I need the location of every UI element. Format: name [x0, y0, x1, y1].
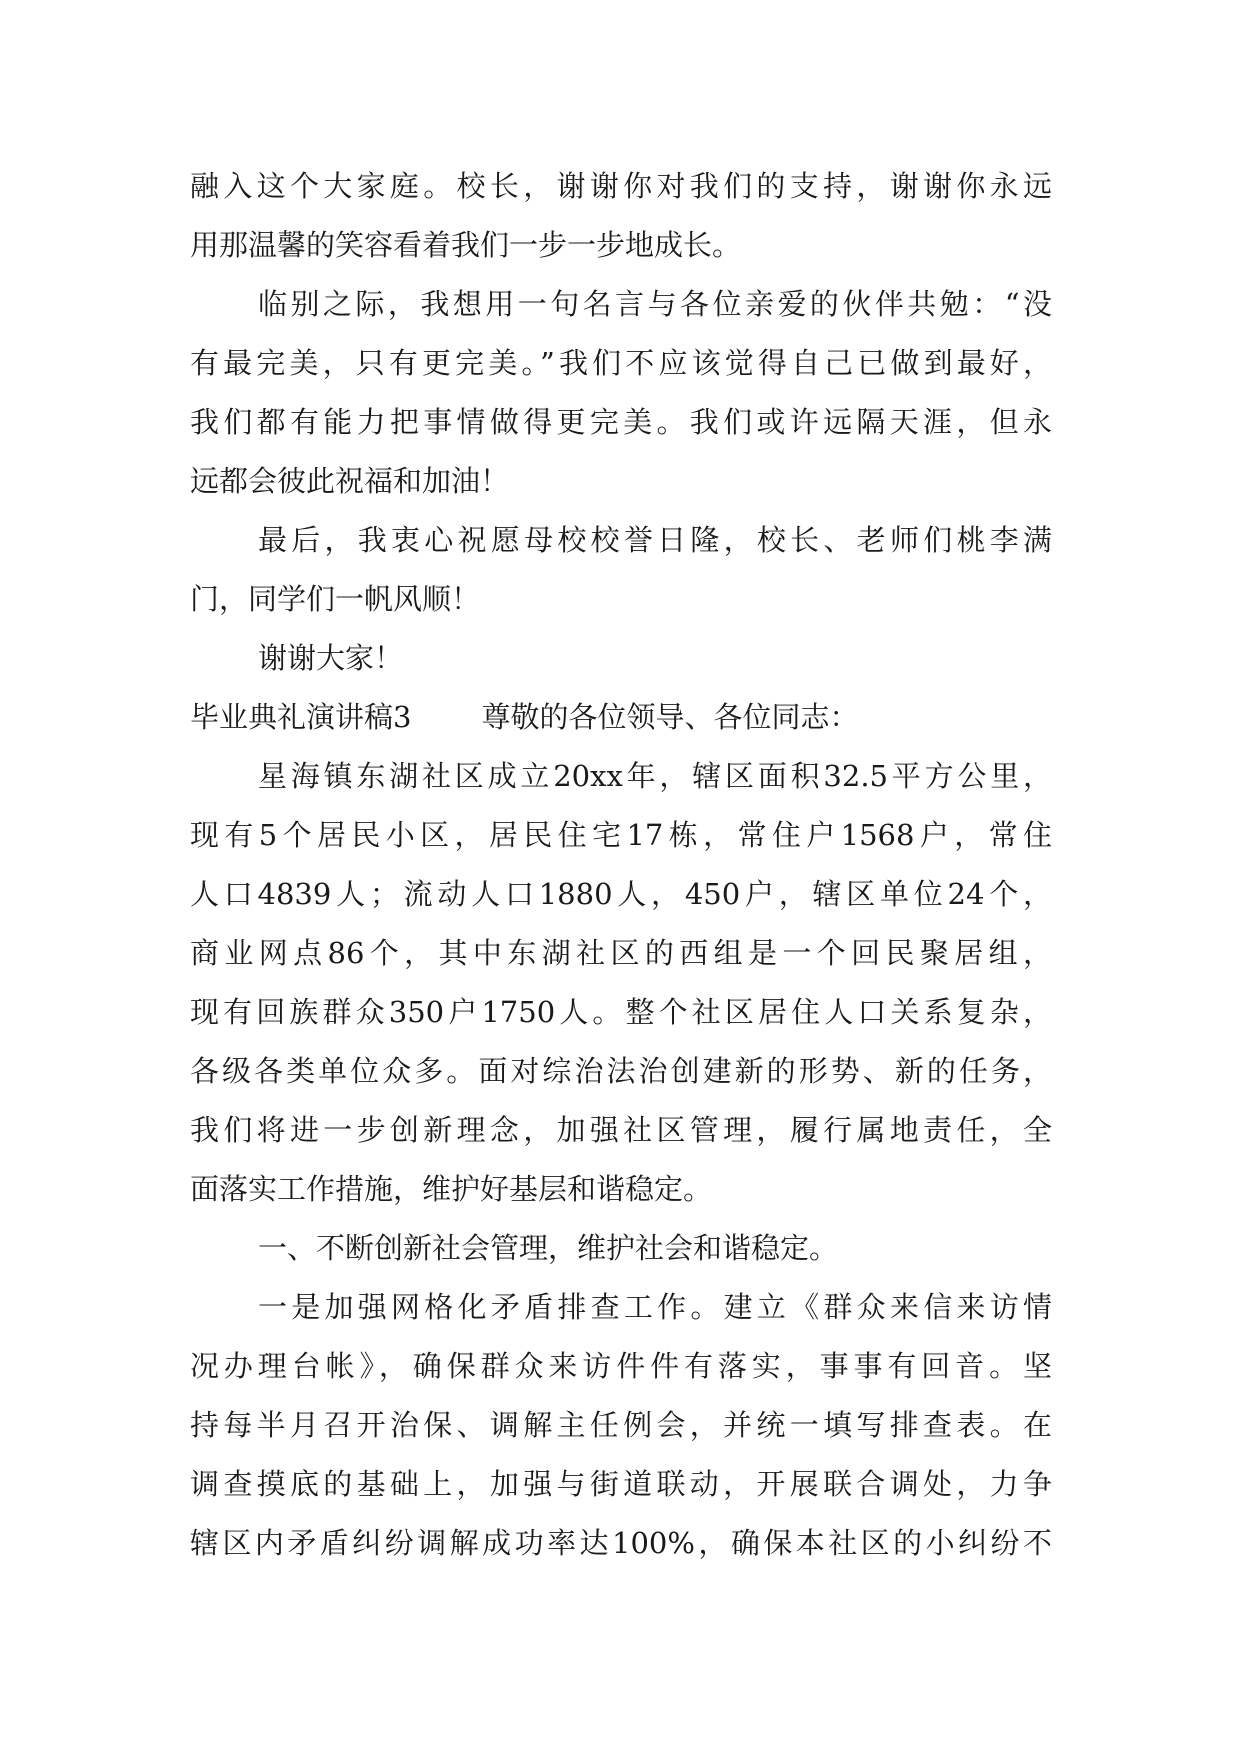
paragraph-line: 星海镇东湖社区成立20xx年，辖区面积32.5平方公里， — [258, 759, 1052, 793]
paragraph-line: 我们都有能力把事情做得更完美。我们或许远隔天涯，但永 — [190, 405, 1052, 439]
section-heading — [190, 688, 1052, 747]
paragraph-line: 一是加强网格化矛盾排查工作。建立《群众来信来访情 — [258, 1290, 1052, 1324]
paragraph-line: 现有5个居民小区，居民住宅17栋，常住户1568户，常住 — [190, 818, 1052, 852]
heading-title: 毕业典礼演讲稿3 — [190, 700, 412, 734]
document-body — [190, 157, 1052, 1573]
paragraph-line: 商业网点86个，其中东湖社区的西组是一个回民聚居组， — [190, 936, 1052, 970]
paragraph-line: 谢谢大家！ — [258, 641, 404, 675]
paragraph-line: 持每半月召开治保、调解主任例会，并统一填写排查表。在 — [190, 1408, 1052, 1442]
paragraph-line: 融入这个大家庭。校长，谢谢你对我们的支持，谢谢你永远 — [190, 169, 1052, 203]
paragraph-line: 各级各类单位众多。面对综治法治创建新的形势、新的任务， — [190, 1054, 1052, 1088]
paragraph-line: 用那温馨的笑容看着我们一步一步地成长。 — [190, 228, 742, 262]
paragraph-line: 人口4839人；流动人口1880人，450户，辖区单位24个， — [190, 877, 1052, 911]
paragraph-line: 远都会彼此祝福和加油！ — [190, 464, 510, 498]
paragraph-line: 况办理台帐》，确保群众来访件件有落实，事事有回音。坚 — [190, 1349, 1052, 1383]
paragraph-line: 面落实工作措施，维护好基层和谐稳定。 — [190, 1172, 713, 1206]
paragraph-line: 调查摸底的基础上，加强与街道联动，开展联合调处，力争 — [190, 1467, 1052, 1501]
heading-salutation: 尊敬的各位领导、各位同志： — [481, 700, 859, 734]
paragraph-line: 我们将进一步创新理念，加强社区管理，履行属地责任，全 — [190, 1113, 1052, 1147]
paragraph-line: 有最完美，只有更完美。”我们不应该觉得自己已做到最好， — [190, 346, 1052, 380]
paragraph-line: 最后，我衷心祝愿母校校誉日隆，校长、老师们桃李满 — [258, 523, 1052, 557]
paragraph-line: 临别之际，我想用一句名言与各位亲爱的伙伴共勉：“没 — [258, 287, 1052, 321]
paragraph-line: 门，同学们一帆风顺！ — [190, 582, 481, 616]
paragraph-line: 辖区内矛盾纠纷调解成功率达100%，确保本社区的小纠纷不 — [190, 1526, 1052, 1560]
paragraph-line: 一、不断创新社会管理，维护社会和谐稳定。 — [258, 1231, 839, 1265]
paragraph-line: 现有回族群众350户1750人。整个社区居住人口关系复杂， — [190, 995, 1052, 1029]
